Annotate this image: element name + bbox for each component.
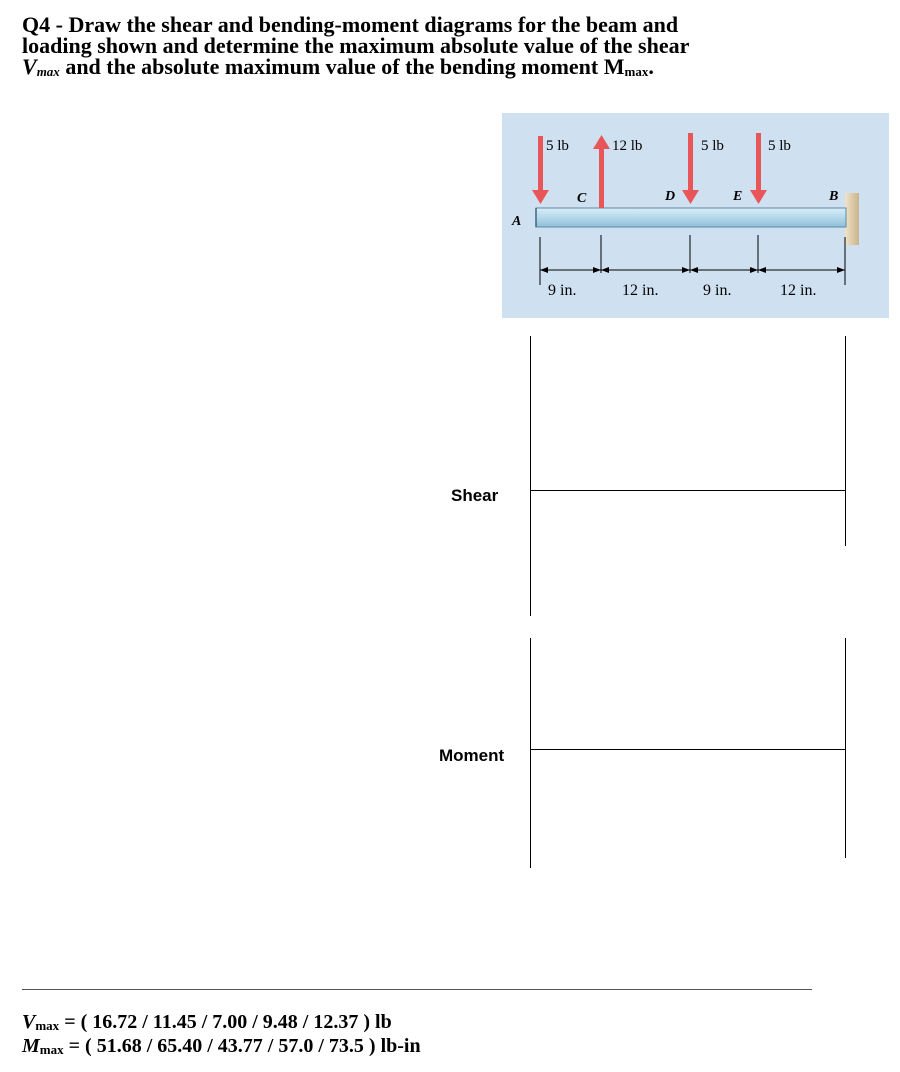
mmax-answer-subscript: max xyxy=(39,1042,64,1057)
shear-left-axis xyxy=(530,336,531,616)
vmax-answer-subscript: max xyxy=(35,1018,60,1033)
point-label-b: B xyxy=(829,189,839,204)
beam xyxy=(536,208,846,227)
load-label-2: 12 lb xyxy=(612,138,643,154)
point-label-d: D xyxy=(665,189,676,204)
load-arrow-4 xyxy=(750,133,767,204)
answer-separator xyxy=(22,989,812,990)
vmax-answer-symbol: V xyxy=(22,1011,36,1033)
question-line-2: loading shown and determine the maximum absolute value of the shear xyxy=(22,33,690,58)
shear-zero-line xyxy=(530,490,845,491)
dimension-label-3: 9 in. xyxy=(703,282,732,299)
moment-label: Moment xyxy=(439,746,505,765)
point-label-e: E xyxy=(733,189,743,204)
fixed-support-wall xyxy=(845,193,859,245)
vmax-answer xyxy=(22,1011,392,1037)
shear-label: Shear xyxy=(451,486,499,505)
dimension-label-1: 9 in. xyxy=(548,282,577,299)
moment-zero-line xyxy=(530,749,845,750)
beam-figure xyxy=(502,113,889,318)
question-line-3 xyxy=(22,56,812,82)
question-text xyxy=(22,14,812,82)
vmax-subscript: max xyxy=(36,64,60,79)
question-period: . xyxy=(648,54,654,79)
load-arrow-3 xyxy=(682,133,699,204)
dimension-label-4: 12 in. xyxy=(780,282,817,299)
load-label-4: 5 lb xyxy=(768,138,791,154)
shear-right-axis xyxy=(845,336,846,546)
dimension-label-2: 12 in. xyxy=(622,282,659,299)
load-arrow-2 xyxy=(593,135,610,208)
moment-left-axis xyxy=(530,638,531,868)
question-line-1: Q4 - Draw the shear and bending-moment diagrams for the beam and xyxy=(22,12,679,37)
mmax-answer-options: = ( 51.68 / 65.40 / 43.77 / 57.0 / 73.5 ) lb-in xyxy=(68,1035,421,1057)
vmax-answer-options: = ( 16.72 / 11.45 / 7.00 / 9.48 / 12.37 ) lb xyxy=(64,1011,392,1033)
load-label-3: 5 lb xyxy=(701,138,724,154)
mmax-answer xyxy=(22,1035,421,1061)
mmax-answer-symbol: M xyxy=(22,1035,40,1057)
load-label-1: 5 lb xyxy=(546,138,569,154)
moment-right-axis xyxy=(845,638,846,858)
point-label-a: A xyxy=(512,214,522,229)
question-line-3-text: and the absolute maximum value of the bending moment M xyxy=(59,54,625,79)
point-label-c: C xyxy=(577,191,587,206)
beam-figure-svg xyxy=(502,113,889,318)
mmax-subscript: max xyxy=(624,64,649,79)
vmax-symbol: V xyxy=(22,54,37,79)
